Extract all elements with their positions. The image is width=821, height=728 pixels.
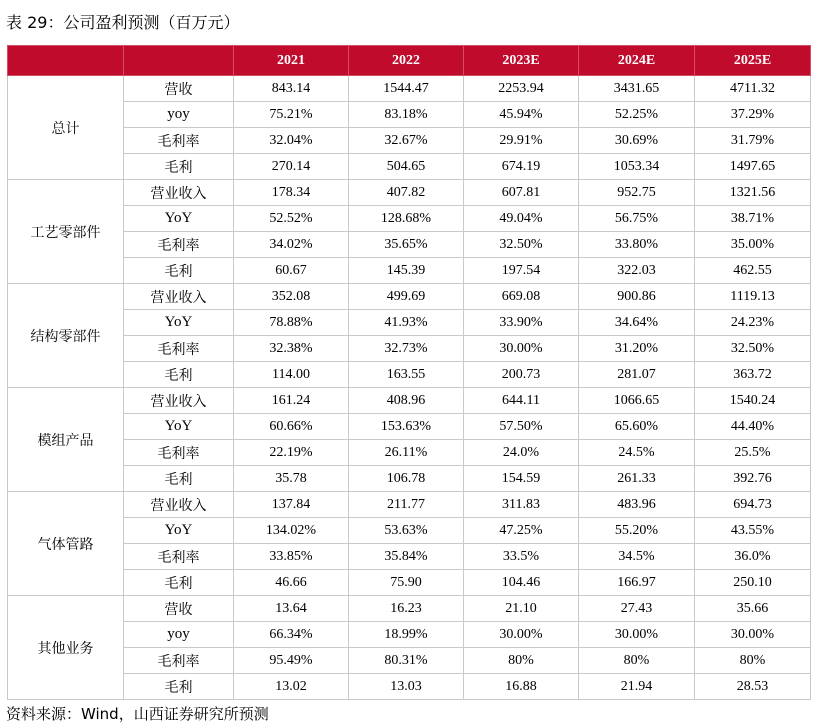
segment-name-cell: 工艺零部件 bbox=[8, 180, 124, 284]
value-cell: 900.86 bbox=[579, 284, 695, 310]
value-cell: 37.29% bbox=[695, 102, 811, 128]
value-cell: 56.75% bbox=[579, 206, 695, 232]
value-cell: 26.11% bbox=[349, 440, 464, 466]
segment-name-cell: 气体管路 bbox=[8, 492, 124, 596]
segment-name-cell: 总计 bbox=[8, 76, 124, 180]
value-cell: 53.63% bbox=[349, 518, 464, 544]
value-cell: 32.50% bbox=[464, 232, 579, 258]
metric-label-cell: 营业收入 bbox=[124, 492, 234, 518]
table-row bbox=[8, 414, 811, 440]
value-cell: 1497.65 bbox=[695, 154, 811, 180]
value-cell: 674.19 bbox=[464, 154, 579, 180]
value-cell: 75.21% bbox=[234, 102, 349, 128]
value-cell: 55.20% bbox=[579, 518, 695, 544]
value-cell: 60.66% bbox=[234, 414, 349, 440]
value-cell: 32.50% bbox=[695, 336, 811, 362]
metric-label-cell: 毛利 bbox=[124, 570, 234, 596]
metric-label-cell: YoY bbox=[124, 414, 234, 440]
table-row bbox=[8, 466, 811, 492]
value-cell: 78.88% bbox=[234, 310, 349, 336]
table-row bbox=[8, 284, 811, 310]
metric-label-cell: yoy bbox=[124, 622, 234, 648]
value-cell: 1544.47 bbox=[349, 76, 464, 102]
value-cell: 30.69% bbox=[579, 128, 695, 154]
value-cell: 41.93% bbox=[349, 310, 464, 336]
metric-label-cell: 营收 bbox=[124, 596, 234, 622]
value-cell: 32.04% bbox=[234, 128, 349, 154]
value-cell: 128.68% bbox=[349, 206, 464, 232]
value-cell: 95.49% bbox=[234, 648, 349, 674]
value-cell: 281.07 bbox=[579, 362, 695, 388]
metric-label-cell: 毛利率 bbox=[124, 128, 234, 154]
source-note: 资料来源：Wind，山西证券研究所预测 bbox=[6, 705, 269, 723]
value-cell: 75.90 bbox=[349, 570, 464, 596]
value-cell: 1066.65 bbox=[579, 388, 695, 414]
value-cell: 45.94% bbox=[464, 102, 579, 128]
value-cell: 57.50% bbox=[464, 414, 579, 440]
metric-label-cell: 毛利率 bbox=[124, 336, 234, 362]
value-cell: 24.23% bbox=[695, 310, 811, 336]
value-cell: 104.46 bbox=[464, 570, 579, 596]
value-cell: 80% bbox=[695, 648, 811, 674]
value-cell: 43.55% bbox=[695, 518, 811, 544]
value-cell: 33.85% bbox=[234, 544, 349, 570]
value-cell: 134.02% bbox=[234, 518, 349, 544]
value-cell: 392.76 bbox=[695, 466, 811, 492]
value-cell: 197.54 bbox=[464, 258, 579, 284]
value-cell: 952.75 bbox=[579, 180, 695, 206]
value-cell: 21.94 bbox=[579, 674, 695, 700]
value-cell: 462.55 bbox=[695, 258, 811, 284]
value-cell: 499.69 bbox=[349, 284, 464, 310]
table-row bbox=[8, 674, 811, 700]
value-cell: 32.38% bbox=[234, 336, 349, 362]
value-cell: 46.66 bbox=[234, 570, 349, 596]
value-cell: 1119.13 bbox=[695, 284, 811, 310]
value-cell: 31.79% bbox=[695, 128, 811, 154]
table-row bbox=[8, 622, 811, 648]
metric-label-cell: 营收 bbox=[124, 76, 234, 102]
value-cell: 35.00% bbox=[695, 232, 811, 258]
metric-label-cell: 毛利 bbox=[124, 362, 234, 388]
table-row bbox=[8, 154, 811, 180]
value-cell: 49.04% bbox=[464, 206, 579, 232]
value-cell: 261.33 bbox=[579, 466, 695, 492]
value-cell: 35.78 bbox=[234, 466, 349, 492]
metric-label-cell: 毛利率 bbox=[124, 440, 234, 466]
header-row bbox=[8, 46, 811, 76]
value-cell: 29.91% bbox=[464, 128, 579, 154]
value-cell: 34.5% bbox=[579, 544, 695, 570]
value-cell: 30.00% bbox=[464, 622, 579, 648]
value-cell: 38.71% bbox=[695, 206, 811, 232]
table-row bbox=[8, 76, 811, 102]
table-row bbox=[8, 648, 811, 674]
value-cell: 106.78 bbox=[349, 466, 464, 492]
value-cell: 694.73 bbox=[695, 492, 811, 518]
value-cell: 669.08 bbox=[464, 284, 579, 310]
value-cell: 31.20% bbox=[579, 336, 695, 362]
value-cell: 3431.65 bbox=[579, 76, 695, 102]
header-year-2025e: 2025E bbox=[695, 46, 811, 76]
value-cell: 83.18% bbox=[349, 102, 464, 128]
table-row bbox=[8, 128, 811, 154]
table-row bbox=[8, 310, 811, 336]
value-cell: 483.96 bbox=[579, 492, 695, 518]
value-cell: 80% bbox=[464, 648, 579, 674]
value-cell: 166.97 bbox=[579, 570, 695, 596]
value-cell: 13.64 bbox=[234, 596, 349, 622]
metric-label-cell: 毛利 bbox=[124, 154, 234, 180]
value-cell: 407.82 bbox=[349, 180, 464, 206]
table-row bbox=[8, 206, 811, 232]
header-metric-cell bbox=[124, 46, 234, 76]
table-row bbox=[8, 440, 811, 466]
value-cell: 22.19% bbox=[234, 440, 349, 466]
table-row bbox=[8, 180, 811, 206]
value-cell: 35.65% bbox=[349, 232, 464, 258]
value-cell: 145.39 bbox=[349, 258, 464, 284]
segment-name-cell: 其他业务 bbox=[8, 596, 124, 700]
value-cell: 154.59 bbox=[464, 466, 579, 492]
value-cell: 30.00% bbox=[579, 622, 695, 648]
table-row bbox=[8, 102, 811, 128]
value-cell: 28.53 bbox=[695, 674, 811, 700]
value-cell: 33.5% bbox=[464, 544, 579, 570]
value-cell: 644.11 bbox=[464, 388, 579, 414]
earnings-forecast-table bbox=[7, 45, 811, 700]
value-cell: 211.77 bbox=[349, 492, 464, 518]
value-cell: 47.25% bbox=[464, 518, 579, 544]
value-cell: 30.00% bbox=[695, 622, 811, 648]
value-cell: 408.96 bbox=[349, 388, 464, 414]
metric-label-cell: 毛利率 bbox=[124, 232, 234, 258]
metric-label-cell: YoY bbox=[124, 206, 234, 232]
table-row bbox=[8, 492, 811, 518]
value-cell: 80.31% bbox=[349, 648, 464, 674]
value-cell: 18.99% bbox=[349, 622, 464, 648]
segment-name-cell: 结构零部件 bbox=[8, 284, 124, 388]
value-cell: 65.60% bbox=[579, 414, 695, 440]
value-cell: 311.83 bbox=[464, 492, 579, 518]
table-row bbox=[8, 258, 811, 284]
value-cell: 2253.94 bbox=[464, 76, 579, 102]
table-row bbox=[8, 518, 811, 544]
value-cell: 163.55 bbox=[349, 362, 464, 388]
table-title: 表 29：公司盈利预测（百万元） bbox=[6, 13, 240, 32]
value-cell: 30.00% bbox=[464, 336, 579, 362]
table-row bbox=[8, 596, 811, 622]
value-cell: 504.65 bbox=[349, 154, 464, 180]
value-cell: 32.73% bbox=[349, 336, 464, 362]
value-cell: 80% bbox=[579, 648, 695, 674]
metric-label-cell: 毛利 bbox=[124, 674, 234, 700]
value-cell: 21.10 bbox=[464, 596, 579, 622]
table-body bbox=[8, 76, 811, 700]
value-cell: 4711.32 bbox=[695, 76, 811, 102]
header-year-2023e: 2023E bbox=[464, 46, 579, 76]
metric-label-cell: 毛利率 bbox=[124, 544, 234, 570]
table-row bbox=[8, 544, 811, 570]
value-cell: 16.88 bbox=[464, 674, 579, 700]
value-cell: 36.0% bbox=[695, 544, 811, 570]
value-cell: 161.24 bbox=[234, 388, 349, 414]
value-cell: 32.67% bbox=[349, 128, 464, 154]
segment-name-cell: 模组产品 bbox=[8, 388, 124, 492]
value-cell: 44.40% bbox=[695, 414, 811, 440]
header-group-cell bbox=[8, 46, 124, 76]
value-cell: 322.03 bbox=[579, 258, 695, 284]
value-cell: 24.5% bbox=[579, 440, 695, 466]
metric-label-cell: yoy bbox=[124, 102, 234, 128]
value-cell: 1321.56 bbox=[695, 180, 811, 206]
value-cell: 843.14 bbox=[234, 76, 349, 102]
header-year-2022: 2022 bbox=[349, 46, 464, 76]
value-cell: 13.03 bbox=[349, 674, 464, 700]
metric-label-cell: 营业收入 bbox=[124, 180, 234, 206]
metric-label-cell: 毛利 bbox=[124, 258, 234, 284]
value-cell: 153.63% bbox=[349, 414, 464, 440]
value-cell: 33.80% bbox=[579, 232, 695, 258]
metric-label-cell: YoY bbox=[124, 310, 234, 336]
metric-label-cell: 营业收入 bbox=[124, 388, 234, 414]
value-cell: 25.5% bbox=[695, 440, 811, 466]
value-cell: 66.34% bbox=[234, 622, 349, 648]
value-cell: 1540.24 bbox=[695, 388, 811, 414]
value-cell: 33.90% bbox=[464, 310, 579, 336]
value-cell: 16.23 bbox=[349, 596, 464, 622]
value-cell: 52.52% bbox=[234, 206, 349, 232]
value-cell: 35.66 bbox=[695, 596, 811, 622]
value-cell: 52.25% bbox=[579, 102, 695, 128]
table-row bbox=[8, 388, 811, 414]
value-cell: 13.02 bbox=[234, 674, 349, 700]
value-cell: 250.10 bbox=[695, 570, 811, 596]
table-row bbox=[8, 362, 811, 388]
table-row bbox=[8, 232, 811, 258]
value-cell: 34.64% bbox=[579, 310, 695, 336]
metric-label-cell: 毛利率 bbox=[124, 648, 234, 674]
value-cell: 363.72 bbox=[695, 362, 811, 388]
header-year-2021: 2021 bbox=[234, 46, 349, 76]
value-cell: 270.14 bbox=[234, 154, 349, 180]
metric-label-cell: 营业收入 bbox=[124, 284, 234, 310]
metric-label-cell: 毛利 bbox=[124, 466, 234, 492]
value-cell: 114.00 bbox=[234, 362, 349, 388]
value-cell: 178.34 bbox=[234, 180, 349, 206]
value-cell: 24.0% bbox=[464, 440, 579, 466]
table-row bbox=[8, 336, 811, 362]
value-cell: 137.84 bbox=[234, 492, 349, 518]
table-row bbox=[8, 570, 811, 596]
value-cell: 35.84% bbox=[349, 544, 464, 570]
header-year-2024e: 2024E bbox=[579, 46, 695, 76]
value-cell: 200.73 bbox=[464, 362, 579, 388]
value-cell: 27.43 bbox=[579, 596, 695, 622]
value-cell: 607.81 bbox=[464, 180, 579, 206]
value-cell: 34.02% bbox=[234, 232, 349, 258]
value-cell: 352.08 bbox=[234, 284, 349, 310]
value-cell: 60.67 bbox=[234, 258, 349, 284]
metric-label-cell: YoY bbox=[124, 518, 234, 544]
value-cell: 1053.34 bbox=[579, 154, 695, 180]
